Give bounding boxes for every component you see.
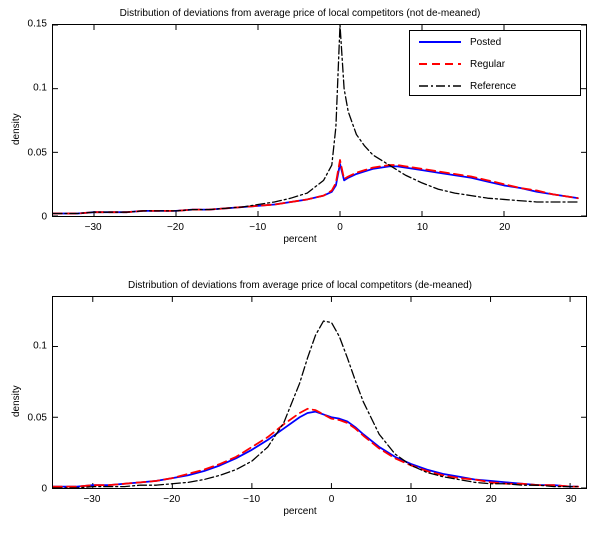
- legend-entry-regular: [410, 53, 580, 75]
- x-axis-label-top: percent: [283, 234, 317, 245]
- y-axis-label-bottom: density: [11, 385, 22, 417]
- plot-area-bottom: [52, 296, 587, 489]
- y-tick-label: 0.05: [27, 412, 47, 424]
- y-tick-label: 0.05: [27, 147, 47, 159]
- x-tick-label: 0: [328, 494, 335, 505]
- x-tick-label: −30: [84, 222, 102, 233]
- legend-label-regular: Regular: [470, 58, 506, 70]
- y-tick-label: 0: [41, 211, 47, 223]
- legend-label-reference: Reference: [470, 80, 517, 92]
- x-tick-label: −10: [249, 222, 267, 233]
- legend-entry-reference: [410, 75, 580, 97]
- y-tick-label: 0.1: [33, 82, 47, 94]
- y-tick-label: 0: [41, 483, 47, 495]
- x-tick-label: −20: [166, 222, 184, 233]
- x-tick-label: 20: [499, 222, 511, 233]
- y-tick-label: 0.15: [27, 18, 47, 30]
- y-axis-label-top: density: [11, 113, 22, 145]
- legend-line-posted-icon: [418, 35, 462, 49]
- legend: [409, 30, 581, 96]
- x-tick-label: −20: [163, 494, 181, 505]
- x-tick-label: 20: [485, 494, 497, 505]
- legend-line-reference-icon: [418, 79, 462, 93]
- chart-title-bottom: Distribution of deviations from average price of local competitors (de-meaned): [127, 280, 473, 291]
- x-axis-label-bottom: percent: [283, 506, 317, 517]
- chart-title-top: Distribution of deviations from average price of local competitors (not de-meaned): [119, 8, 481, 19]
- x-tick-label: −30: [83, 494, 101, 505]
- y-tick-label: 0.1: [33, 340, 47, 352]
- legend-label-posted: Posted: [470, 36, 502, 48]
- x-tick-label: 10: [405, 494, 417, 505]
- x-tick-label: 10: [416, 222, 428, 233]
- plot-lines-bottom: [53, 297, 586, 488]
- legend-line-regular-icon: [418, 57, 462, 71]
- x-tick-label: −10: [243, 494, 261, 505]
- chart-panel-top: [0, 0, 600, 262]
- chart-panel-bottom: [0, 268, 600, 536]
- x-tick-label: 30: [565, 494, 577, 505]
- legend-entry-posted: [410, 31, 580, 53]
- x-tick-label: 0: [337, 222, 343, 233]
